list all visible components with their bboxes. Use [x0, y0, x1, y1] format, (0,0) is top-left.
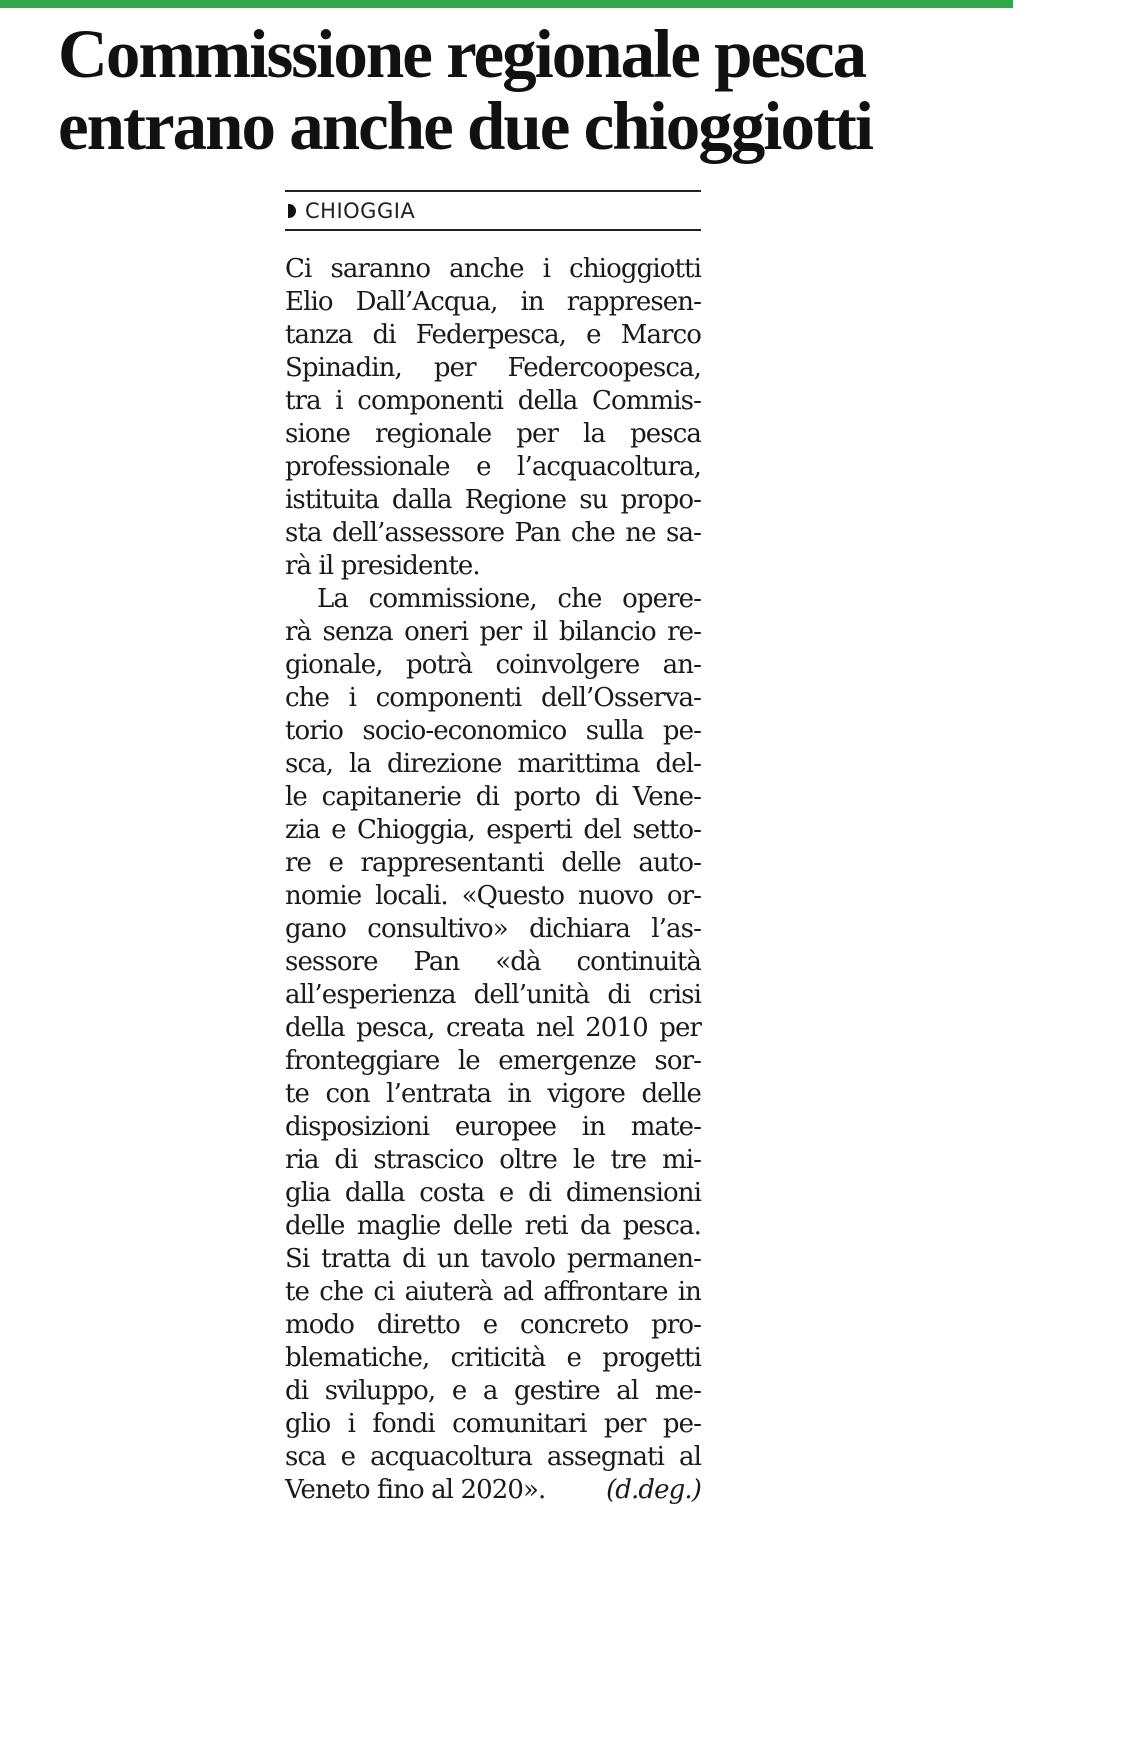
article-line: tanza di Federpesca, e Marco [285, 320, 701, 350]
article-line: tra i componenti della Commis- [285, 386, 701, 416]
article-line: re e rappresentanti delle auto- [285, 848, 701, 878]
article-line: modo diretto e concreto pro- [285, 1310, 701, 1340]
article-line: sta dell’assessore Pan che ne sa- [285, 518, 701, 548]
headline-line: Commissione regionale pesca [58, 16, 866, 92]
article-line: sione regionale per la pesca [285, 419, 701, 449]
author-signature: (d.deg.) [606, 1475, 701, 1505]
article-line: te che ci aiuterà ad affrontare in [285, 1277, 701, 1307]
top-accent-bar [0, 0, 1013, 8]
article-body [285, 253, 701, 1507]
article-line: gionale, potrà coinvolgere an- [285, 650, 701, 680]
article-line: disposizioni europee in mate- [285, 1112, 701, 1142]
article-paragraph [285, 583, 701, 1507]
article-line: Veneto fino al 2020». [285, 1475, 546, 1505]
article-line: di sviluppo, e a gestire al me- [285, 1376, 701, 1406]
article-line: sca, la direzione marittima del- [285, 749, 701, 779]
article-line: che i componenti dell’Osserva- [285, 683, 701, 713]
article-line: all’esperienza dell’unità di crisi [285, 980, 701, 1010]
article-line: rà il presidente. [285, 551, 480, 581]
kicker-label: CHIOGGIA [305, 198, 416, 223]
article-line: nomie locali. «Questo nuovo or- [285, 881, 701, 911]
article-line: rà senza oneri per il bilancio re- [285, 617, 701, 647]
article-line: Elio Dall’Acqua, in rappresen- [285, 287, 701, 317]
article-line: sca e acquacoltura assegnati al [285, 1442, 701, 1472]
article-closing-line [285, 1474, 701, 1507]
article-line: torio socio-economico sulla pe- [285, 716, 701, 746]
article-line: della pesca, creata nel 2010 per [285, 1013, 701, 1043]
article-line: zia e Chioggia, esperti del setto- [285, 815, 701, 845]
half-circle-bullet-icon [288, 204, 296, 218]
article-line: fronteggiare le emergenze sor- [285, 1046, 701, 1076]
article-line: ria di strascico oltre le tre mi- [285, 1145, 701, 1175]
article-line: sessore Pan «dà continuità [285, 947, 701, 977]
article-line: le capitanerie di porto di Vene- [285, 782, 701, 812]
headline-line: entrano anche due chioggiotti [58, 88, 873, 164]
section-kicker [285, 192, 701, 229]
headline [58, 18, 988, 162]
article-line: Si tratta di un tavolo permanen- [285, 1244, 701, 1274]
article-line: professionale e l’acquacoltura, [285, 452, 701, 482]
article-line: glio i fondi comunitari per pe- [285, 1409, 701, 1439]
article-line: delle maglie delle reti da pesca. [285, 1211, 701, 1241]
article-line: gano consultivo» dichiara l’as- [285, 914, 701, 944]
kicker-bottom-rule [285, 229, 701, 231]
article-line: glia dalla costa e di dimensioni [285, 1178, 701, 1208]
article-line: istituita dalla Regione su propo- [285, 485, 701, 515]
article-line: blematiche, criticità e progetti [285, 1343, 701, 1373]
article-line: Ci saranno anche i chioggiotti [285, 254, 701, 284]
article-line: te con l’entrata in vigore delle [285, 1079, 701, 1109]
article-column [285, 190, 701, 1507]
article-line: La commissione, che opere- [317, 584, 701, 614]
article-paragraph [285, 253, 701, 583]
article-line: Spinadin, per Federcoopesca, [285, 353, 701, 383]
